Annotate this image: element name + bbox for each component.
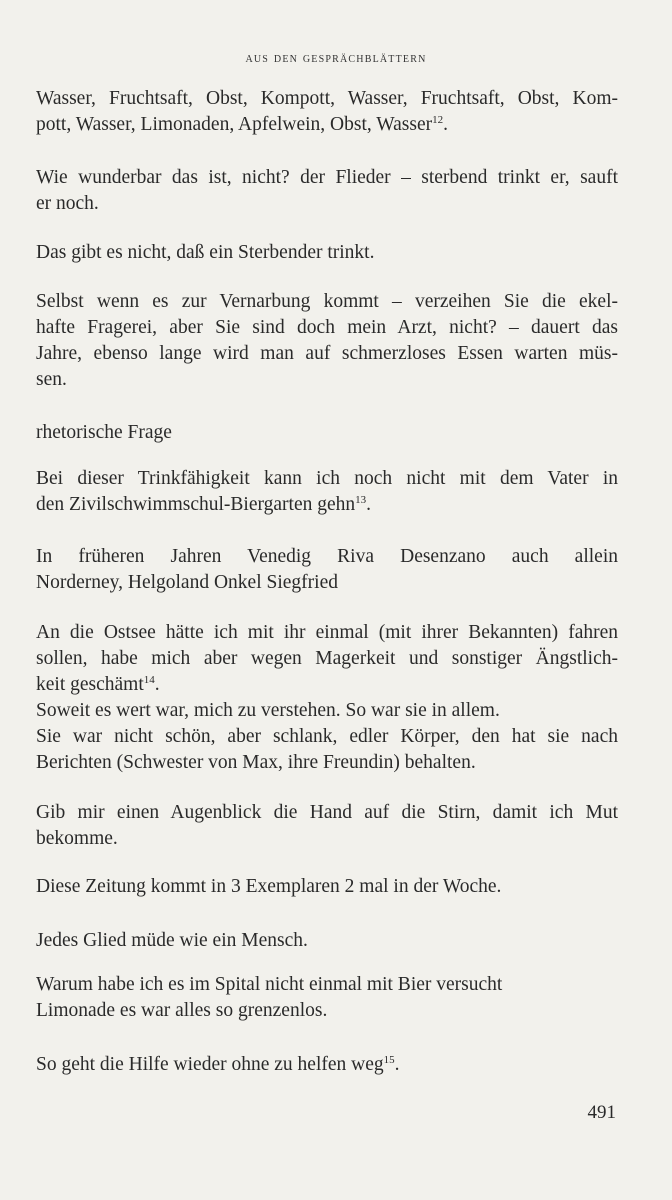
line-text: Sie war nicht schön, aber schlank, edler Körper, den hat sie nach bbox=[36, 726, 618, 747]
paragraph bbox=[36, 240, 618, 266]
text-line bbox=[36, 367, 618, 393]
page-number: 491 bbox=[587, 1102, 616, 1123]
paragraph bbox=[36, 800, 618, 852]
footnote-marker: 15 bbox=[383, 1054, 395, 1066]
paragraph bbox=[36, 289, 618, 393]
line-text: sen. bbox=[36, 369, 67, 390]
paragraph bbox=[36, 86, 618, 138]
paragraph bbox=[36, 928, 618, 954]
line-text: Wie wunderbar das ist, nicht? der Flieder – sterbend trinkt er, sauft bbox=[36, 167, 618, 188]
text-line bbox=[36, 1052, 618, 1078]
text-line bbox=[36, 724, 618, 750]
line-text: Das gibt es nicht, daß ein Sterbender trinkt. bbox=[36, 242, 375, 263]
footnote-marker: 14 bbox=[143, 674, 155, 686]
line-text: er noch. bbox=[36, 193, 99, 214]
line-text: So geht die Hilfe wieder ohne zu helfen weg bbox=[36, 1054, 384, 1075]
line-text: In früheren Jahren Venedig Riva Desenzano auch allein bbox=[36, 546, 618, 567]
running-head: aus den gesprächblättern bbox=[245, 50, 427, 66]
text-line bbox=[36, 191, 618, 217]
line-text: sollen, habe mich aber wegen Magerkeit und sonstiger Ängstlich- bbox=[36, 648, 618, 669]
text-line bbox=[36, 750, 618, 776]
text-line bbox=[36, 928, 618, 954]
text-line bbox=[36, 289, 618, 315]
line-punctuation: . bbox=[443, 114, 448, 135]
line-text: Soweit es wert war, mich zu verstehen. So war sie in allem. bbox=[36, 700, 500, 721]
paragraph bbox=[36, 466, 618, 518]
paragraph bbox=[36, 420, 618, 446]
text-line bbox=[36, 315, 618, 341]
paragraph bbox=[36, 544, 618, 596]
line-text: bekomme. bbox=[36, 828, 118, 849]
line-text: Diese Zeitung kommt in 3 Exemplaren 2 mal in der Woche. bbox=[36, 876, 502, 897]
text-line bbox=[36, 698, 618, 724]
line-punctuation: . bbox=[154, 674, 160, 695]
text-line bbox=[36, 492, 618, 518]
text-line bbox=[36, 420, 618, 446]
line-text: An die Ostsee hätte ich mit ihr einmal (mit ihrer Bekannten) fahren bbox=[36, 622, 618, 643]
text-line bbox=[36, 826, 618, 852]
line-punctuation: . bbox=[394, 1054, 400, 1075]
line-text: Wasser, Fruchtsaft, Obst, Kompott, Wasser, Fruchtsaft, Obst, Kom- bbox=[36, 88, 618, 109]
text-line bbox=[36, 570, 618, 596]
paragraph bbox=[36, 620, 618, 776]
footnote-marker: 13 bbox=[355, 494, 367, 506]
line-text: rhetorische Frage bbox=[36, 422, 172, 443]
paragraph bbox=[36, 874, 618, 900]
text-line bbox=[36, 341, 618, 367]
text-line bbox=[36, 112, 618, 138]
line-text: pott, Wasser, Limonaden, Apfelwein, Obst, Wasser bbox=[36, 114, 433, 135]
line-text: Bei dieser Trinkfähigkeit kann ich noch nicht mit dem Vater in bbox=[36, 468, 618, 489]
text-line bbox=[36, 165, 618, 191]
line-text: Jahre, ebenso lange wird man auf schmerzloses Essen warten müs- bbox=[36, 343, 618, 364]
paragraph bbox=[36, 972, 618, 1024]
line-punctuation: . bbox=[366, 494, 372, 515]
line-text: Limonade es war alles so grenzenlos. bbox=[36, 1000, 328, 1021]
text-line bbox=[36, 800, 618, 826]
paragraph bbox=[36, 165, 618, 217]
line-text: Selbst wenn es zur Vernarbung kommt – verzeihen Sie die ekel- bbox=[36, 291, 618, 312]
text-line bbox=[36, 620, 618, 646]
text-line bbox=[36, 544, 618, 570]
line-text: Warum habe ich es im Spital nicht einmal mit Bier versucht bbox=[36, 974, 503, 995]
line-text: Gib mir einen Augenblick die Hand auf die Stirn, damit ich Mut bbox=[36, 802, 618, 823]
text-line bbox=[36, 240, 618, 266]
text-line bbox=[36, 672, 618, 698]
text-line bbox=[36, 646, 618, 672]
line-text: Berichten (Schwester von Max, ihre Freundin) behalten. bbox=[36, 752, 476, 773]
line-text: keit geschämt bbox=[36, 674, 144, 695]
text-line bbox=[36, 998, 618, 1024]
line-text: hafte Fragerei, aber Sie sind doch mein Arzt, nicht? – dauert das bbox=[36, 317, 618, 338]
line-text: Norderney, Helgoland Onkel Siegfried bbox=[36, 572, 338, 593]
text-line bbox=[36, 466, 618, 492]
line-text: Jedes Glied müde wie ein Mensch. bbox=[36, 930, 308, 951]
text-line bbox=[36, 972, 618, 998]
text-line bbox=[36, 86, 618, 112]
line-text: den Zivilschwimmschul-Biergarten gehn bbox=[36, 494, 356, 515]
footnote-marker: 12 bbox=[432, 114, 444, 126]
paragraph bbox=[36, 1052, 618, 1078]
text-line bbox=[36, 874, 618, 900]
